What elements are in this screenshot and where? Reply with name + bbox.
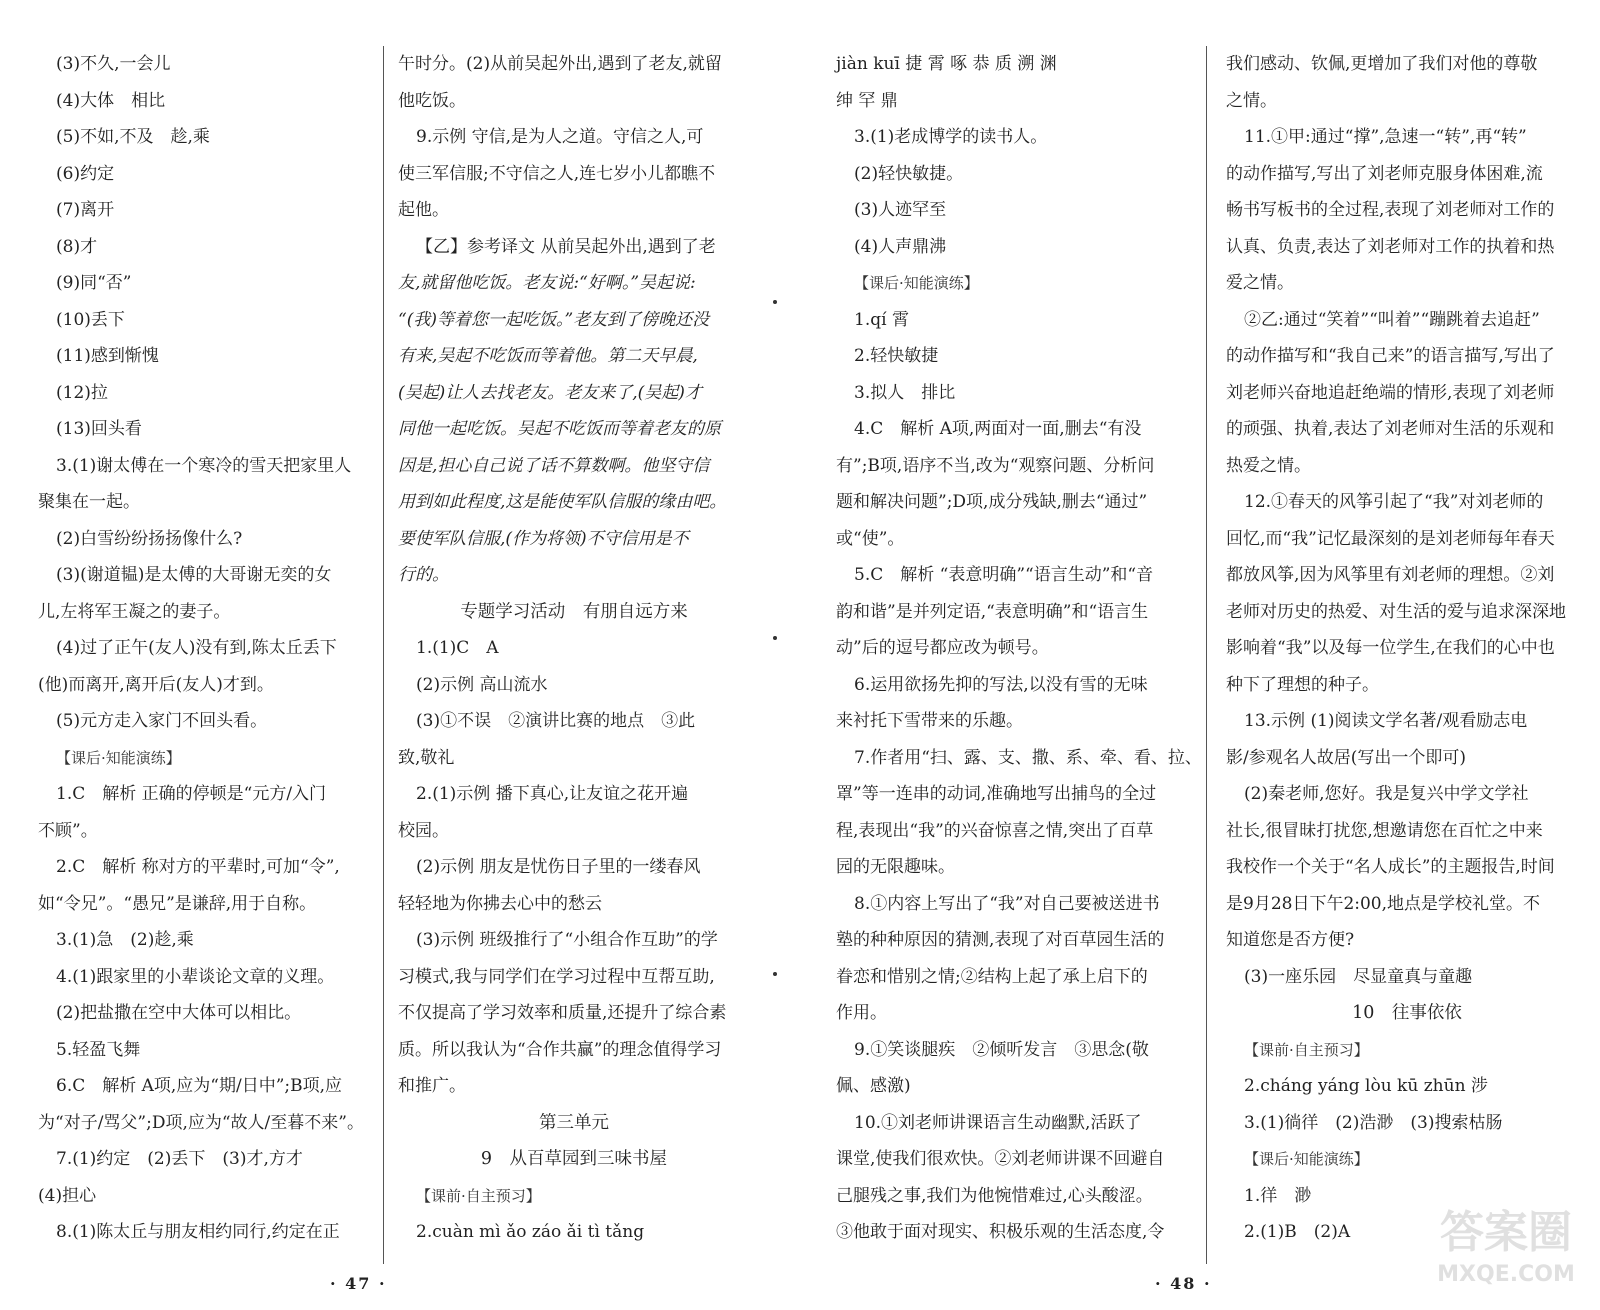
text-line: (5)元方走入家门不回头看。 bbox=[56, 711, 268, 731]
text-line: 因是,担心自己说了话不算数啊。他坚守信 bbox=[398, 455, 710, 476]
text-line: 和推广。 bbox=[398, 1076, 466, 1096]
text-line: 质。所以我认为“合作共赢”的理念值得学习 bbox=[398, 1039, 722, 1060]
text-line: (10)丢下 bbox=[56, 309, 125, 330]
text-line: 友,就留他吃饭。老友说:“好啊。”吴起说: bbox=[398, 273, 696, 293]
text-line: 2.(1)B (2)A bbox=[1244, 1222, 1351, 1242]
text-line: 佩、感激) bbox=[836, 1076, 911, 1096]
text-line: 聚集在一起。 bbox=[38, 492, 140, 512]
text-line: 10.①刘老师讲课语言生动幽默,活跃了 bbox=[854, 1112, 1142, 1133]
text-line: 习模式,我与同学们在学习过程中互帮互助, bbox=[398, 966, 715, 987]
text-line: (3)一座乐园 尽显童真与童趣 bbox=[1244, 966, 1473, 987]
text-line: 12.①春天的风筝引起了“我”对刘老师的 bbox=[1244, 492, 1544, 512]
text-line: ③他敢于面对现实、积极乐观的生活态度,令 bbox=[836, 1222, 1165, 1242]
text-line: 己腿残之事,我们为他惋惜难过,心头酸涩。 bbox=[836, 1185, 1153, 1206]
text-line: 有”;B项,语序不当,改为“观察问题、分析问 bbox=[836, 455, 1155, 476]
text-line: 来衬托下雪带来的乐趣。 bbox=[836, 711, 1023, 731]
text-line: 2.轻快敏捷 bbox=[854, 346, 939, 366]
text-line: (2)轻快敏捷。 bbox=[854, 163, 964, 184]
text-line: (他)而离开,离开后(友人)才到。 bbox=[38, 674, 274, 695]
text-line: (3)不久,一会儿 bbox=[56, 54, 171, 74]
text-line: 他吃饭。 bbox=[398, 90, 466, 111]
text-line: jiàn kuī 捷 霄 啄 恭 质 溯 渊 bbox=[836, 54, 1057, 74]
text-line: 热爱之情。 bbox=[1226, 455, 1311, 476]
text-line: (9)同“否” bbox=[56, 273, 132, 293]
text-line: 6.C 解析 A项,应为“期/日中”;B项,应 bbox=[56, 1076, 343, 1096]
text-line: (8)才 bbox=[56, 236, 98, 257]
text-line: 不顾”。 bbox=[38, 820, 98, 841]
text-line: 致,敬礼 bbox=[398, 747, 455, 768]
watermark-url: MXQE.COM bbox=[1437, 1262, 1575, 1287]
text-line: 课堂,使我们很欢快。②刘老师讲课不回避自 bbox=[836, 1149, 1165, 1169]
text-line: 用到如此程度,这是能使军队信服的缘由吧。 bbox=[398, 492, 727, 512]
text-line: 不仅提高了学习效率和质量,还提升了综合素 bbox=[398, 1003, 727, 1023]
text-line: 2.cuàn mì ǎo záo ǎi tì tǎng bbox=[416, 1222, 645, 1242]
text-line: 4.(1)跟家里的小辈谈论文章的义理。 bbox=[56, 966, 335, 987]
text-line: (13)回头看 bbox=[56, 419, 142, 439]
fold-mark bbox=[773, 636, 777, 640]
text-line: 都放风筝,因为风筝里有刘老师的理想。②刘 bbox=[1226, 565, 1555, 585]
text-line: (5)不如,不及 趁,乘 bbox=[56, 127, 210, 147]
fold-mark bbox=[773, 300, 777, 304]
text-line: 题和解决问题”;D项,成分残缺,删去“通过” bbox=[836, 492, 1148, 512]
text-line: 的动作描写和“我自己来”的语言描写,写出了 bbox=[1226, 346, 1555, 366]
text-line: (3)(谢道韫)是太傅的大哥谢无奕的女 bbox=[56, 565, 332, 585]
text-line: 11.①甲:通过“撑”,急速一“转”,再“转” bbox=[1244, 127, 1527, 147]
text-line: 3.拟人 排比 bbox=[854, 382, 956, 403]
text-line: 使三军信服;不守信之人,连七岁小儿都瞧不 bbox=[398, 163, 716, 184]
text-line: 认真、负责,表达了刘老师对工作的执着和热 bbox=[1226, 236, 1555, 257]
text-line: 3.(1)老成博学的读书人。 bbox=[854, 127, 1048, 147]
text-line: 如“令兄”。“愚兄”是谦辞,用于自称。 bbox=[38, 893, 317, 914]
text-line: 1.徉 渺 bbox=[1244, 1185, 1312, 1206]
text-line: 老师对历史的热爱、对生活的爱与追求深深地 bbox=[1226, 601, 1566, 622]
text-line: 3.(1)谢太傅在一个寒冷的雪天把家里人 bbox=[56, 455, 352, 476]
text-line: (2)白雪纷纷扬扬像什么? bbox=[56, 528, 243, 549]
column-divider bbox=[1206, 46, 1207, 1264]
text-line: 3.(1)徜徉 (2)浩渺 (3)搜索枯肠 bbox=[1244, 1112, 1503, 1133]
section-heading: 10 往事依依 bbox=[1352, 1003, 1462, 1023]
text-line: 影响着“我”以及每一位学生,在我们的心中也 bbox=[1226, 638, 1555, 658]
text-line: 程,表现出“我”的兴奋惊喜之情,突出了百草 bbox=[836, 820, 1154, 841]
section-heading: 专题学习活动 有朋自远方来 bbox=[460, 601, 688, 622]
text-line: (2)示例 高山流水 bbox=[416, 674, 548, 695]
text-line: 1.qí 霄 bbox=[854, 309, 909, 330]
text-line: 轻轻地为你拂去心中的愁云 bbox=[398, 893, 602, 914]
section-tag: 【课后·知能演练】 bbox=[1244, 1150, 1369, 1168]
text-line: 要使军队信服,(作为将领)不守信用是不 bbox=[398, 528, 689, 549]
text-line: 绅 罕 鼎 bbox=[836, 90, 898, 111]
text-line: 罩”等一连串的动词,准确地写出捕鸟的全过 bbox=[836, 784, 1157, 804]
text-line: 知道您是否方便? bbox=[1226, 930, 1355, 950]
text-line: 9.①笑谈腿疾 ②倾听发言 ③思念(敬 bbox=[854, 1039, 1149, 1060]
text-line: 4.C 解析 A项,两面对一面,删去“有没 bbox=[854, 419, 1142, 439]
text-line: ②乙:通过“笑着”“叫着”“蹦跳着去追赶” bbox=[1244, 309, 1540, 330]
text-line: 2.cháng yáng lòu kū zhūn 涉 bbox=[1244, 1076, 1488, 1096]
page-number-right: · 48 · bbox=[1155, 1274, 1212, 1293]
text-line: 5.轻盈飞舞 bbox=[56, 1039, 141, 1060]
column-divider bbox=[383, 46, 384, 1264]
text-line: 刘老师兴奋地追赶绝端的情形,表现了刘老师 bbox=[1226, 382, 1555, 403]
text-line: 畅书写板书的全过程,表现了刘老师对工作的 bbox=[1226, 200, 1555, 220]
text-line: 8.(1)陈太丘与朋友相约同行,约定在正 bbox=[56, 1222, 340, 1242]
text-line: “(我)等着您一起吃饭。”老友到了傍晚还没 bbox=[398, 309, 710, 330]
section-tag: 【课前·自主预习】 bbox=[1244, 1040, 1369, 1059]
text-line: (3)人迹罕至 bbox=[854, 200, 947, 220]
text-line: 【乙】参考译文 从前吴起外出,遇到了老 bbox=[416, 236, 716, 257]
text-line: (11)感到惭愧 bbox=[56, 346, 159, 366]
text-line: 的动作描写,写出了刘老师克服身体困难,流 bbox=[1226, 163, 1543, 184]
text-line: 9.示例 守信,是为人之道。守信之人,可 bbox=[416, 127, 704, 147]
text-line: 种下了理想的种子。 bbox=[1226, 674, 1379, 695]
text-line: 动”后的逗号都应改为顿号。 bbox=[836, 638, 1049, 658]
text-line: (4)过了正午(友人)没有到,陈太丘丢下 bbox=[56, 638, 337, 658]
text-line: 塾的种种原因的猜测,表现了对百草园生活的 bbox=[836, 930, 1165, 950]
text-line: (4)担心 bbox=[38, 1185, 97, 1206]
text-line: 回忆,而“我”记忆最深刻的是刘老师每年春天 bbox=[1226, 528, 1555, 549]
text-line: 2.C 解析 称对方的平辈时,可加“令”, bbox=[56, 857, 340, 877]
text-line: (4)人声鼎沸 bbox=[854, 236, 947, 257]
text-line: 2.(1)示例 播下真心,让友谊之花开遍 bbox=[416, 784, 689, 804]
text-line: 儿,左将军王凝之的妻子。 bbox=[38, 601, 231, 622]
page48-left-column bbox=[836, 46, 1202, 1251]
text-line: 1.(1)C A bbox=[416, 638, 499, 658]
text-line: 影/参观名人故居(写出一个即可) bbox=[1226, 747, 1466, 768]
page48-right-column bbox=[1226, 46, 1588, 1251]
text-line: 7.作者用“扫、露、支、撒、系、牵、看、拉、 bbox=[854, 747, 1202, 768]
section-heading: 第三单元 bbox=[539, 1112, 609, 1133]
text-line: (7)离开 bbox=[56, 200, 115, 220]
text-line: (2)示例 朋友是忧伤日子里的一缕春风 bbox=[416, 857, 701, 877]
text-line: 爱之情。 bbox=[1226, 273, 1294, 293]
fold-mark bbox=[773, 972, 777, 976]
page-number-left: · 47 · bbox=[330, 1274, 387, 1293]
text-line: 有来,吴起不吃饭而等着他。第二天早晨, bbox=[398, 346, 698, 366]
text-line: (2)秦老师,您好。我是复兴中学文学社 bbox=[1244, 784, 1529, 804]
text-line: 3.(1)急 (2)趁,乘 bbox=[56, 930, 194, 950]
section-tag: 【课后·知能演练】 bbox=[56, 748, 181, 767]
text-line: 起他。 bbox=[398, 200, 449, 220]
text-line: 1.C 解析 正确的停顿是“元方/入门 bbox=[56, 784, 327, 804]
text-line: 眷恋和惜别之情;②结构上起了承上启下的 bbox=[836, 966, 1148, 987]
text-line: 之情。 bbox=[1226, 90, 1277, 111]
text-line: 13.示例 (1)阅读文学名著/观看励志电 bbox=[1244, 711, 1528, 731]
text-line: 或“使”。 bbox=[836, 528, 905, 549]
text-line: 为“对子/骂父”;D项,应为“故人/至暮不来”。 bbox=[38, 1112, 364, 1133]
text-line: (6)约定 bbox=[56, 163, 115, 184]
text-line: (2)把盐撒在空中大体可以相比。 bbox=[56, 1003, 302, 1023]
text-line: (4)大体 相比 bbox=[56, 90, 166, 111]
section-heading: 9 从百草园到三味书屋 bbox=[480, 1149, 668, 1169]
text-line: (12)拉 bbox=[56, 382, 108, 403]
text-line: 午时分。(2)从前吴起外出,遇到了老友,就留 bbox=[398, 54, 722, 74]
section-tag: 【课前·自主预习】 bbox=[416, 1186, 541, 1205]
text-line: 6.运用欲扬先抑的写法,以没有雪的无味 bbox=[854, 674, 1148, 695]
text-line: (3)①不误 ②演讲比赛的地点 ③此 bbox=[416, 711, 696, 731]
text-line: 8.①内容上写出了“我”对自己要被送进书 bbox=[854, 893, 1160, 914]
watermark-logo: 答案圈 bbox=[1440, 1207, 1572, 1258]
text-line: 是9月28日下午2:00,地点是学校礼堂。不 bbox=[1226, 893, 1541, 914]
text-line: 作用。 bbox=[836, 1003, 887, 1023]
text-line: (吴起)让人去找老友。老友来了,(吴起)才 bbox=[398, 382, 702, 403]
page47-right-column bbox=[398, 46, 750, 1251]
text-line: 的顽强、执着,表达了刘老师对生活的乐观和 bbox=[1226, 419, 1555, 439]
text-line: (3)示例 班级推行了“小组合作互助”的学 bbox=[416, 930, 718, 950]
text-line: 韵和谐”是并列定语,“表意明确”和“语言生 bbox=[836, 601, 1149, 622]
text-line: 园的无限趣味。 bbox=[836, 857, 955, 877]
watermark bbox=[1428, 1206, 1584, 1302]
text-line: 我们感动、钦佩,更增加了我们对他的尊敬 bbox=[1226, 54, 1538, 74]
section-tag: 【课后·知能演练】 bbox=[854, 274, 979, 292]
text-line: 行的。 bbox=[398, 565, 449, 585]
page47-left-column bbox=[38, 46, 368, 1251]
text-line: 7.(1)约定 (2)丢下 (3)才,方才 bbox=[56, 1149, 303, 1169]
text-line: 我校作一个关于“名人成长”的主题报告,时间 bbox=[1226, 857, 1555, 877]
text-line: 同他一起吃饭。吴起不吃饭而等着老友的原 bbox=[398, 419, 721, 439]
text-line: 校园。 bbox=[398, 820, 449, 841]
text-line: 社长,很冒昧打扰您,想邀请您在百忙之中来 bbox=[1226, 820, 1543, 841]
text-line: 5.C 解析 “表意明确”“语言生动”和“音 bbox=[854, 565, 1154, 585]
